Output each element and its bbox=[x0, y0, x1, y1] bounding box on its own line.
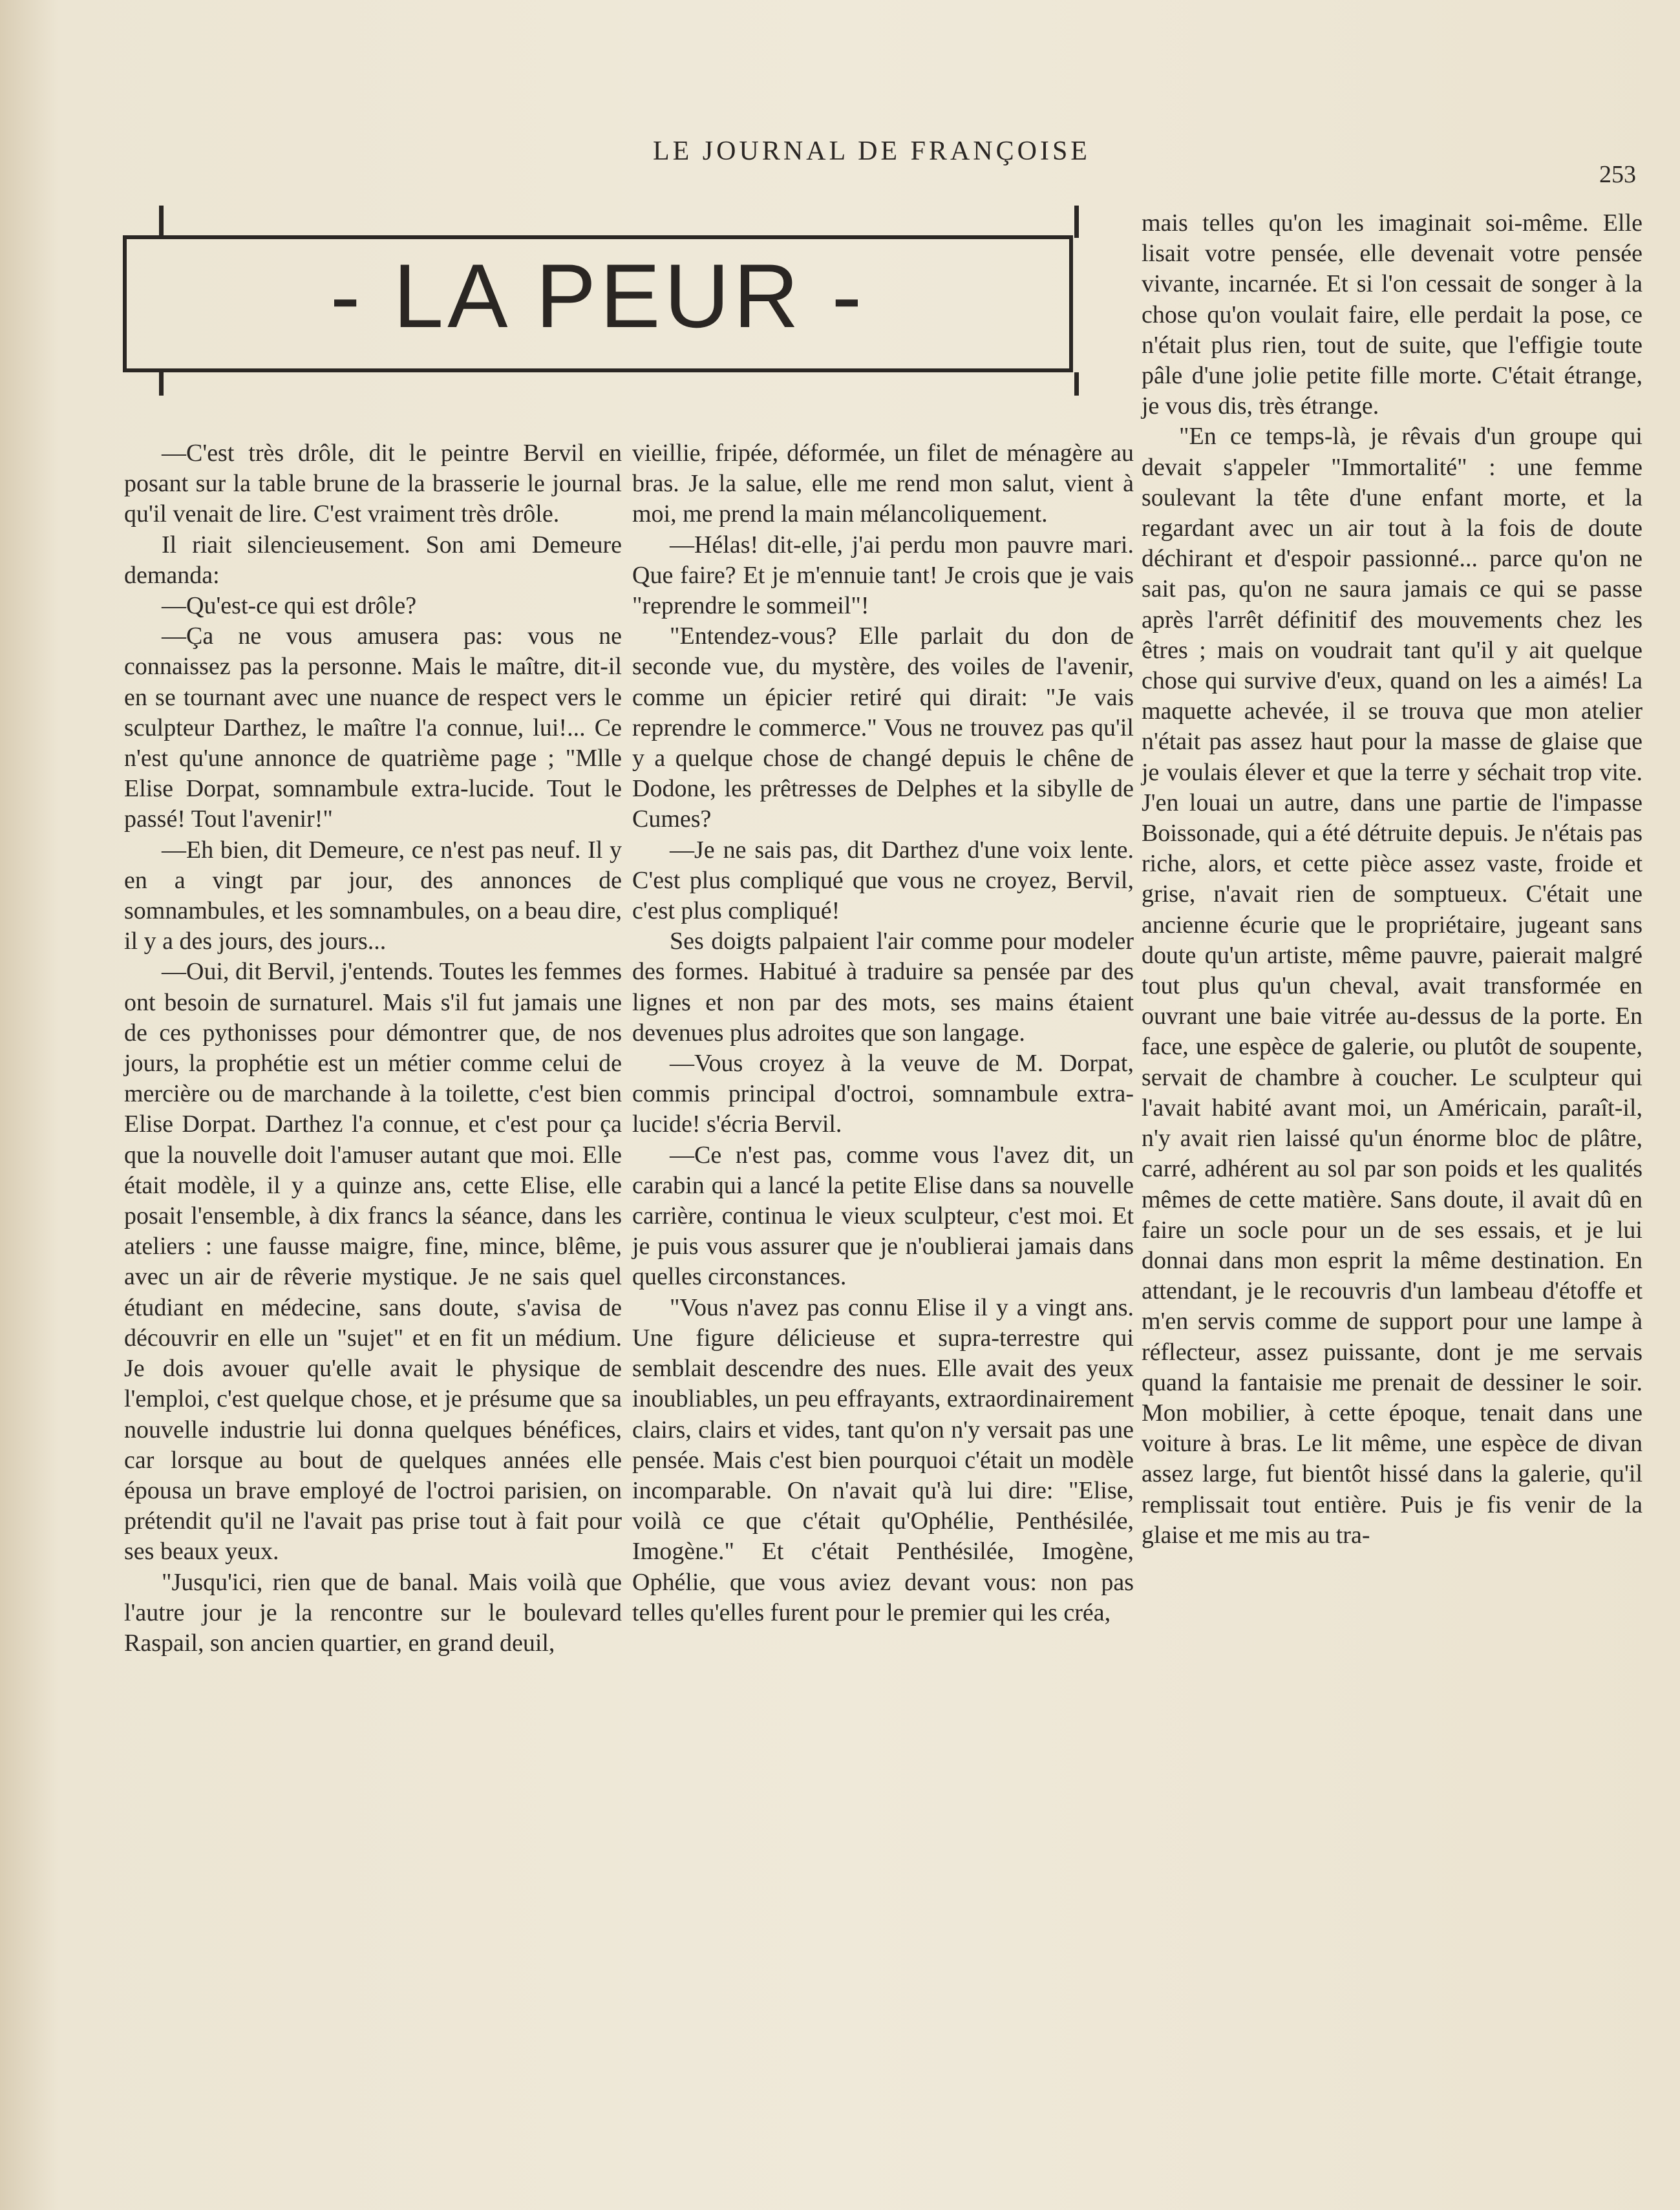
article-title: - LA PEUR - bbox=[330, 245, 866, 346]
paragraph: —Je ne sais pas, dit Darthez d'une voix lente. C'est plus compliqué que vous ne croyez, Bervil, c'est plus compliqué! bbox=[632, 836, 1134, 925]
running-title: LE JOURNAL DE FRANÇOISE bbox=[653, 136, 1090, 166]
text-column-right bbox=[1142, 208, 1643, 1551]
title-tick-top-left bbox=[159, 206, 164, 238]
paragraph: "Jusqu'ici, rien que de banal. Mais voilà que l'autre jour je la rencontre sur le boulevard Raspail, son ancien quartier, en grand deuil, bbox=[124, 1568, 622, 1657]
paragraph: "Vous n'avez pas connu Elise il y a vingt ans. Une figure délicieuse et supra-terrestre qui semblait descendre des nues. Elle avait des yeux inoubliables, un peu effrayants, extraordinairement clairs, clairs et vides, tant qu'on n'y versait pas une pensée. Mais c'est bien pourquoi c'était un modèle incomparable. On n'avait qu'à lui dire: "Elise, voilà ce que c'était qu'Ophélie, Penthésilée, Imogène." Et c'était Penthésilée, Imogène, Ophélie, que vous aviez devant vous: non pas telles qu'elles furent pour le premier qui les créa, bbox=[632, 1293, 1134, 1626]
title-tick-top-right bbox=[1074, 206, 1079, 238]
title-rule-top bbox=[123, 235, 1073, 239]
paragraph: —Ce n'est pas, comme vous l'avez dit, un carabin qui a lancé la petite Elise dans sa nouvelle carrière, continua le vieux sculpteur, c'est moi. Et je puis vous assurer que je n'oublierai jamais dans quelles circonstances. bbox=[632, 1141, 1134, 1291]
paragraph: Il riait silencieusement. Son ami Demeure demanda: bbox=[124, 531, 622, 589]
paragraph: —Oui, dit Bervil, j'entends. Toutes les femmes ont besoin de surnaturel. Mais s'il fut jamais une de ces pythonisses pour démontrer que, de nos jours, la prophétie est un métier comme celui de mercière ou de marchande à la toilette, c'est bien Elise Dorpat. Darthez l'a connue, et c'est pour ça que la nouvelle doit l'amuser autant que moi. Elle était modèle, il y a quinze ans, cette Elise, elle posait l'ensemble, à dix francs la séance, dans les ateliers : une fausse maigre, fine, mince, blême, avec un air de rêverie mystique. Je ne sais quel étudiant en médecine, sans doute, s'avisa de découvrir en elle un "sujet" et en fit un médium. Je dois avouer qu'elle avait le physique de l'emploi, c'est quelque chose, et je présume que sa nouvelle industrie lui donna quelques bénéfices, car lorsque au bout de quelques années elle épousa un brave employé de l'octroi parisien, on prétendit qu'il ne l'avait pas prise tout à fait pour ses beaux yeux. bbox=[124, 958, 622, 1566]
title-tick-bottom-left bbox=[159, 372, 164, 396]
text-column-middle bbox=[632, 438, 1134, 1628]
paragraph: —Vous croyez à la veuve de M. Dorpat, commis principal d'octroi, somnambule extra-lucide! s'écria Bervil. bbox=[632, 1050, 1134, 1138]
paragraph: —C'est très drôle, dit le peintre Bervil en posant sur la table brune de la brasserie le journal qu'il venait de lire. C'est vraiment très drôle. bbox=[124, 440, 622, 528]
title-tick-bottom-right bbox=[1074, 372, 1079, 396]
paragraph: —Ça ne vous amusera pas: vous ne connaissez pas la personne. Mais le maître, dit-il en se tournant avec une nuance de respect vers le sculpteur Darthez, le maître l'a connue, lui!... Ce n'est qu'une annonce de quatrième page ; "Mlle Elise Dorpat, somnambule extra-lucide. Tout le passé! Tout l'avenir!" bbox=[124, 622, 622, 833]
text-column-left bbox=[124, 438, 622, 1659]
page-number: 253 bbox=[1599, 161, 1636, 188]
paragraph: mais telles qu'on les imaginait soi-même. Elle lisait votre pensée, elle devenait votre pensée vivante, incarnée. Et si l'on cessait de songer à la chose qu'on voulait faire, elle perdait la pose, ce n'était plus rien, tout de suite, que l'effigie toute pâle d'une jolie petite fille morte. C'était étrange, je vous dis, très étrange. bbox=[1142, 209, 1643, 420]
paragraph: —Hélas! dit-elle, j'ai perdu mon pauvre mari. Que faire? Et je m'ennuie tant! Je crois que je vais "reprendre le sommeil"! bbox=[632, 531, 1134, 620]
paragraph: —Qu'est-ce qui est drôle? bbox=[162, 592, 417, 620]
title-rule-bottom bbox=[123, 368, 1073, 372]
title-frame bbox=[123, 206, 1073, 387]
paragraph: Ses doigts palpaient l'air comme pour modeler des formes. Habitué à traduire sa pensée par des lignes et non par des mots, ses mains étaient devenues plus adroites que son langage. bbox=[632, 928, 1134, 1047]
paragraph: "En ce temps-là, je rêvais d'un groupe qui devait s'appeler "Immortalité" : une femme soulevant la tête d'une enfant morte, et la regardant avec un air tout à la fois de doute déchirant et d'espoir passionné... parce qu'on ne sait pas, qu'on ne saura jamais ce qui se passe après l'arrêt définitif des mouvements chez les êtres ; mais on voudrait tant qu'il y ait quelque chose qui survive d'eux, quand on les a aimés! La maquette achevée, il se trouva que mon atelier n'était pas assez haut pour la masse de glaise que je voulais élever et que la terre y séchait trop vite. J'en louai un autre, dans une partie de l'impasse Boissonade, qui a été détruite depuis. Je n'étais pas riche, alors, et cette pièce assez vaste, froide et grise, n'avait rien de somptueux. C'était une ancienne écurie que le propriétaire, jugeant sans doute qu'un artiste, même pauvre, paierait malgré tout plus qu'un cheval, avait transformée en ouvrant une baie vitrée au-dessus de la porte. En face, une espèce de galerie, ou plutôt de soupente, servait de chambre à coucher. Le sculpteur qui l'avait habité avant moi, un Américain, paraît-il, n'y avait rien laissé qu'un énorme bloc de plâtre, carré, adhérent au sol par son poids et les qualités mêmes de cette matière. Sans doute, il avait dû en faire un socle pour un de ses essais, et je lui donnai dans mon esprit la même destination. En attendant, je le recouvris d'un lambeau d'étoffe et m'en servis comme de support pour une lampe à réflecteur, assez puissante, dont je me servais quand la fantaisie me prenait de dessiner le soir. Mon mobilier, à cette époque, tenait dans une voiture à bras. Le lit même, une espèce de divan assez large, fut bientôt hissé dans la galerie, qu'il remplissait tout entière. Puis je fis venir de la glaise et me mis au tra- bbox=[1142, 423, 1643, 1549]
paragraph: vieillie, fripée, déformée, un filet de ménagère au bras. Je la salue, elle me rend mon salut, vient à moi, me prend la main mélancoliquement. bbox=[632, 440, 1134, 528]
paragraph: —Eh bien, dit Demeure, ce n'est pas neuf. Il y en a vingt par jour, des annonces de somnambules, et les somnambules, on a beau dire, il y a des jours, des jours... bbox=[124, 836, 622, 955]
paragraph: "Entendez-vous? Elle parlait du don de seconde vue, du mystère, des voiles de l'avenir, comme un épicier retiré qui dirait: "Je vais reprendre le commerce." Vous ne trouvez pas qu'il y a quelque chose de changé depuis le chêne de Dodone, les prêtresses de Delphes et la sibylle de Cumes? bbox=[632, 622, 1134, 833]
